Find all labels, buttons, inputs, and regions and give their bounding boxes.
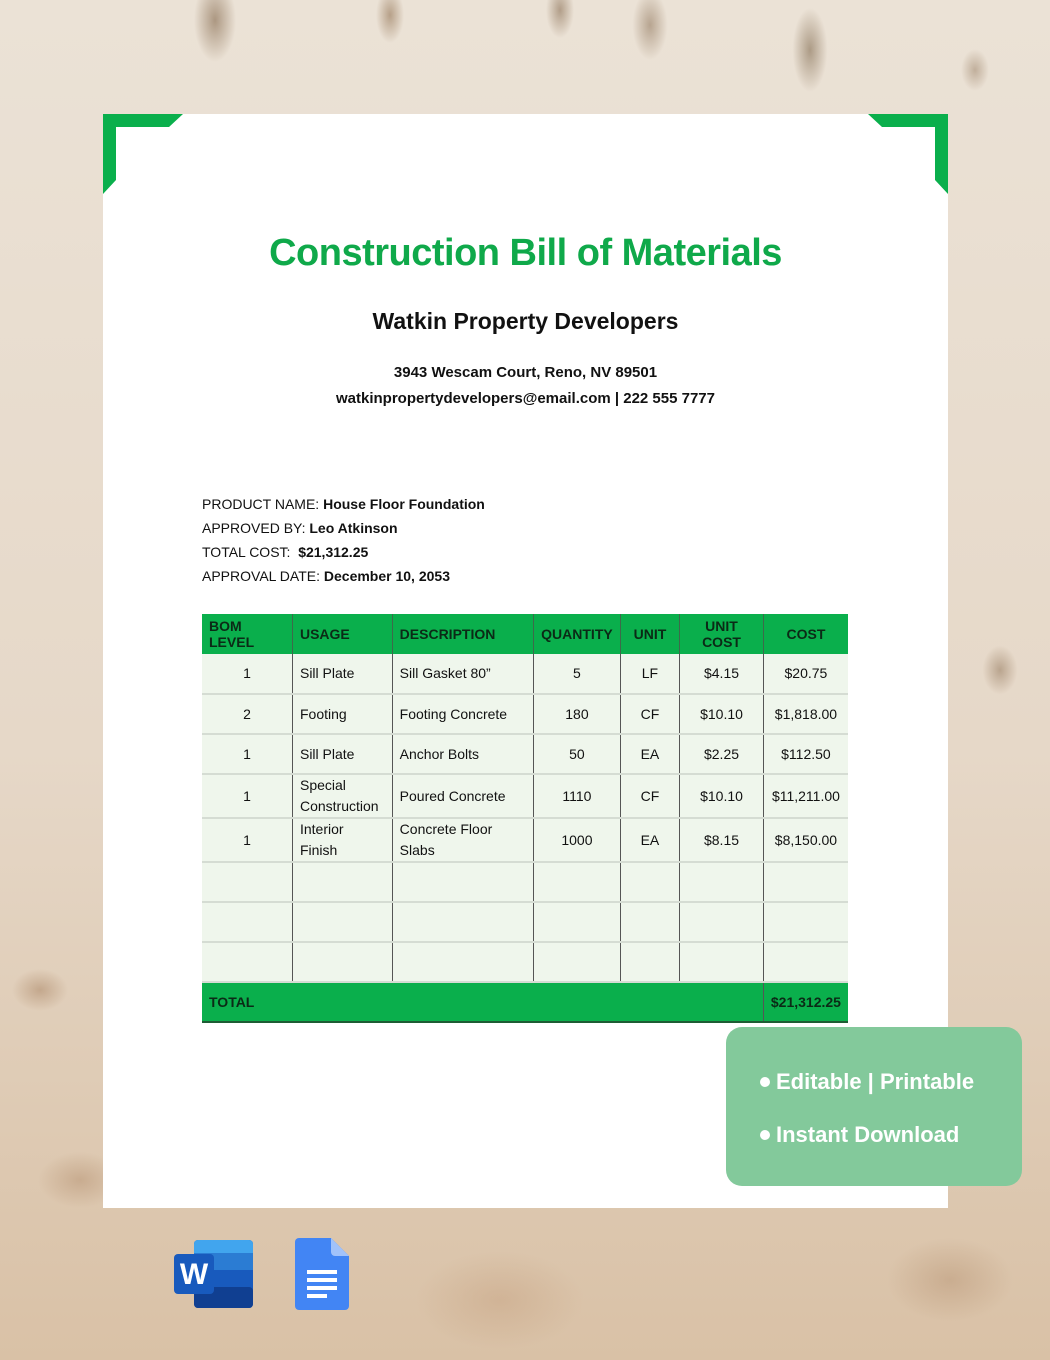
meta-approval-date [202, 567, 485, 591]
microsoft-word-icon[interactable] [174, 1238, 254, 1310]
cell-cost: $112.50 [763, 734, 848, 774]
empty-table-row [202, 942, 848, 982]
empty-cell [534, 902, 621, 942]
empty-cell [292, 942, 392, 982]
empty-cell [202, 862, 292, 902]
feature-label: Instant Download [776, 1122, 960, 1147]
cell-quantity: 1110 [534, 774, 621, 818]
cell-unit-cost: $4.15 [680, 654, 764, 694]
cell-cost: $11,211.00 [763, 774, 848, 818]
cell-unit-cost: $10.10 [680, 774, 764, 818]
cell-cost: $8,150.00 [763, 818, 848, 862]
cell-level: 1 [202, 734, 292, 774]
table-row [202, 694, 848, 734]
cell-level: 1 [202, 818, 292, 862]
cell-description: Anchor Bolts [392, 734, 533, 774]
empty-cell [292, 862, 392, 902]
cell-cost: $1,818.00 [763, 694, 848, 734]
empty-table-row [202, 862, 848, 902]
header-unit-cost: UNIT COST [680, 614, 764, 654]
empty-cell [620, 902, 679, 942]
empty-cell [763, 902, 848, 942]
bullet-icon [760, 1130, 770, 1140]
table-row [202, 818, 848, 862]
header-quantity: QUANTITY [534, 614, 621, 654]
header-unit: UNIT [620, 614, 679, 654]
cell-quantity: 180 [534, 694, 621, 734]
corner-decoration-icon [868, 114, 948, 194]
total-value: $21,312.25 [763, 982, 848, 1022]
empty-cell [680, 902, 764, 942]
features-badge [726, 1027, 1022, 1186]
empty-cell [202, 942, 292, 982]
company-name: Watkin Property Developers [372, 308, 679, 334]
cell-level: 1 [202, 774, 292, 818]
corner-decoration-icon [103, 114, 183, 194]
meta-approved-by [202, 519, 485, 543]
total-label: TOTAL [202, 982, 763, 1022]
cell-usage: Sill Plate [292, 654, 392, 694]
cell-unit-cost: $8.15 [680, 818, 764, 862]
cell-usage: Footing [292, 694, 392, 734]
meta-value: $21,312.25 [298, 544, 369, 560]
cell-description: Sill Gasket 80” [392, 654, 533, 694]
empty-cell [534, 862, 621, 902]
empty-cell [680, 862, 764, 902]
meta-label: PRODUCT NAME: [202, 496, 324, 512]
meta-value: Leo Atkinson [309, 520, 398, 536]
meta-value: House Floor Foundation [323, 496, 485, 512]
empty-cell [620, 862, 679, 902]
feature-label: Editable | Printable [776, 1069, 975, 1094]
empty-cell [392, 862, 533, 902]
cell-usage: Sill Plate [292, 734, 392, 774]
cell-unit: CF [620, 774, 679, 818]
empty-cell [763, 942, 848, 982]
header-bom-level: BOM LEVEL [202, 614, 292, 654]
table-row [202, 654, 848, 694]
cell-unit: EA [620, 818, 679, 862]
cell-unit: LF [620, 654, 679, 694]
cell-usage: Interior Finish [292, 818, 392, 862]
meta-label: APPROVED BY: [202, 520, 310, 536]
cell-unit: CF [620, 694, 679, 734]
cell-unit-cost: $2.25 [680, 734, 764, 774]
company-address: 3943 Wescam Court, Reno, NV 89501 [393, 364, 658, 381]
empty-table-row [202, 902, 848, 942]
company-contact: watkinpropertydevelopers@email.com | 222 555 7777 [335, 390, 715, 407]
cell-unit-cost: $10.10 [680, 694, 764, 734]
cell-quantity: 50 [534, 734, 621, 774]
feature-instant-download [760, 1122, 959, 1148]
meta-product-name [202, 495, 485, 519]
header-usage: USAGE [292, 614, 392, 654]
meta-label: TOTAL COST: [202, 544, 299, 560]
google-docs-icon[interactable] [295, 1238, 349, 1310]
cell-description: Footing Concrete [392, 694, 533, 734]
bullet-icon [760, 1077, 770, 1087]
cell-description: Poured Concrete [392, 774, 533, 818]
header-description: DESCRIPTION [392, 614, 533, 654]
cell-quantity: 5 [534, 654, 621, 694]
bom-table [202, 614, 848, 1023]
cell-quantity: 1000 [534, 818, 621, 862]
empty-cell [534, 942, 621, 982]
cell-cost: $20.75 [763, 654, 848, 694]
empty-cell [202, 902, 292, 942]
cell-unit: EA [620, 734, 679, 774]
empty-cell [392, 902, 533, 942]
meta-label: APPROVAL DATE: [202, 568, 324, 584]
cell-usage: Special Construction [292, 774, 392, 818]
feature-editable-printable [760, 1069, 974, 1095]
svg-text:W: W [179, 1258, 209, 1291]
cell-description: Concrete Floor Slabs [392, 818, 533, 862]
table-header-row [202, 614, 848, 654]
empty-cell [392, 942, 533, 982]
meta-total-cost [202, 543, 485, 567]
document-title: Construction Bill of Materials [269, 232, 782, 274]
meta-value: December 10, 2053 [323, 568, 450, 584]
table-row [202, 734, 848, 774]
product-meta [202, 495, 485, 591]
total-row [202, 982, 848, 1022]
table-row [202, 774, 848, 818]
empty-cell [680, 942, 764, 982]
empty-cell [620, 942, 679, 982]
cell-level: 1 [202, 654, 292, 694]
header-cost: COST [763, 614, 848, 654]
empty-cell [292, 902, 392, 942]
cell-level: 2 [202, 694, 292, 734]
empty-cell [763, 862, 848, 902]
